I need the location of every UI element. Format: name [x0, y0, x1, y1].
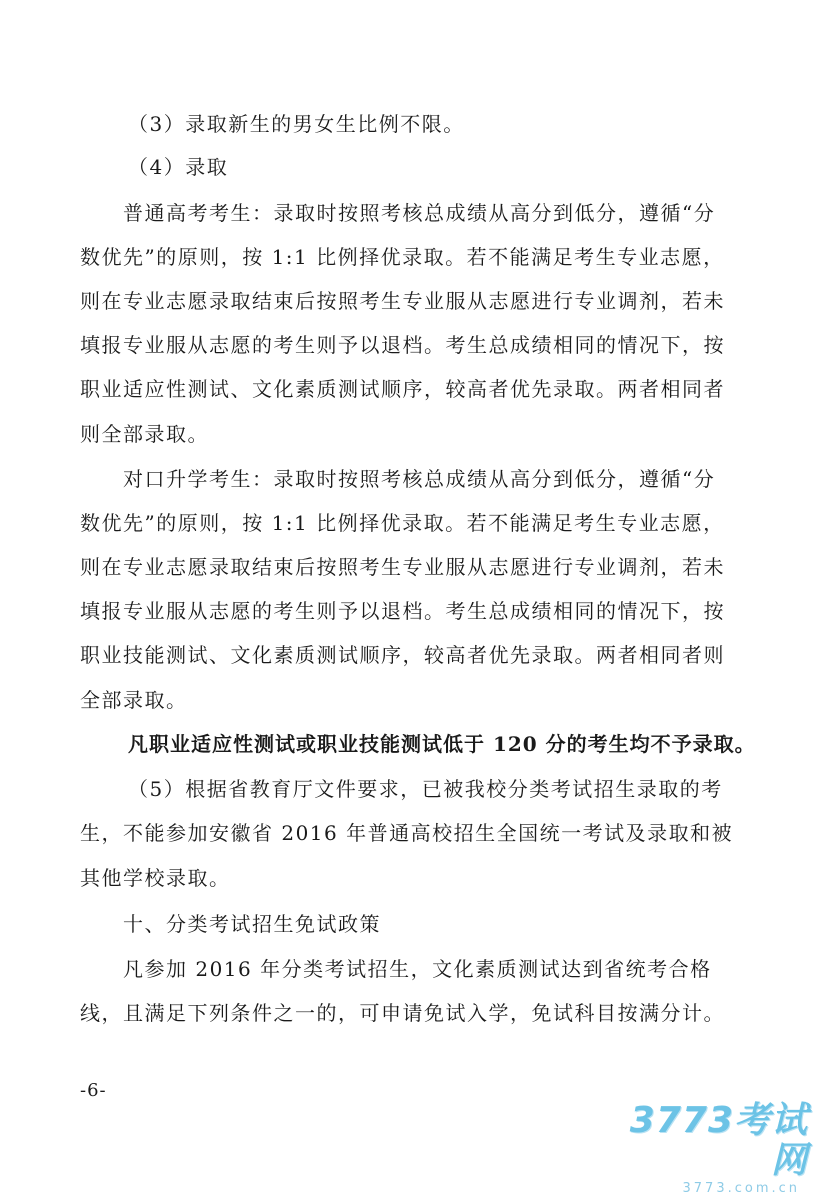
paragraph-line: 线，且满足下列条件之一的，可申请免试入学，免试科目按满分计。	[80, 1001, 725, 1025]
watermark-logo: 3773考试网	[629, 1100, 808, 1181]
section-heading: 十、分类考试招生免试政策	[123, 912, 381, 936]
watermark-url: 3773.com.cn	[682, 1181, 800, 1196]
paragraph-line: （4）录取	[128, 155, 229, 179]
paragraph-line: 职业技能测试、文化素质测试顺序，较高者优先录取。两者相同者则	[80, 643, 725, 667]
paragraph-line: 全部录取。	[80, 688, 188, 712]
paragraph-line: 凡参加 2016 年分类考试招生，文化素质测试达到省统考合格	[123, 957, 712, 981]
paragraph-line: 则在专业志愿录取结束后按照考生专业服从志愿进行专业调剂，若未	[80, 289, 725, 313]
paragraph-line: 其他学校录取。	[80, 866, 231, 890]
paragraph-line: 数优先”的原则，按 1:1 比例择优录取。若不能满足考生专业志愿，	[80, 245, 725, 269]
emphasis-line: 凡职业适应性测试或职业技能测试低于 120 分的考生均不予录取。	[128, 732, 756, 756]
paragraph-line: 生，不能参加安徽省 2016 年普通高校招生全国统一考试及录取和被	[80, 821, 734, 845]
paragraph-line: 职业适应性测试、文化素质测试顺序，较高者优先录取。两者相同者	[80, 377, 725, 401]
paragraph-line: 对口升学考生：录取时按照考核总成绩从高分到低分，遵循“分	[123, 467, 716, 491]
paragraph-line: 填报专业服从志愿的考生则予以退档。考生总成绩相同的情况下，按	[80, 333, 725, 357]
paragraph-line: 填报专业服从志愿的考生则予以退档。考生总成绩相同的情况下，按	[80, 599, 725, 623]
paragraph-line: （5）根据省教育厅文件要求，已被我校分类考试招生录取的考	[128, 777, 723, 801]
paragraph-line: （3）录取新生的男女生比例不限。	[128, 112, 465, 136]
paragraph-line: 则全部录取。	[80, 422, 209, 446]
paragraph-line: 数优先”的原则，按 1:1 比例择优录取。若不能满足考生专业志愿，	[80, 511, 725, 535]
page-number: -6-	[80, 1080, 107, 1101]
watermark	[628, 1100, 808, 1196]
paragraph-line: 则在专业志愿录取结束后按照考生专业服从志愿进行专业调剂，若未	[80, 555, 725, 579]
paragraph-line: 普通高考考生：录取时按照考核总成绩从高分到低分，遵循“分	[123, 201, 716, 225]
